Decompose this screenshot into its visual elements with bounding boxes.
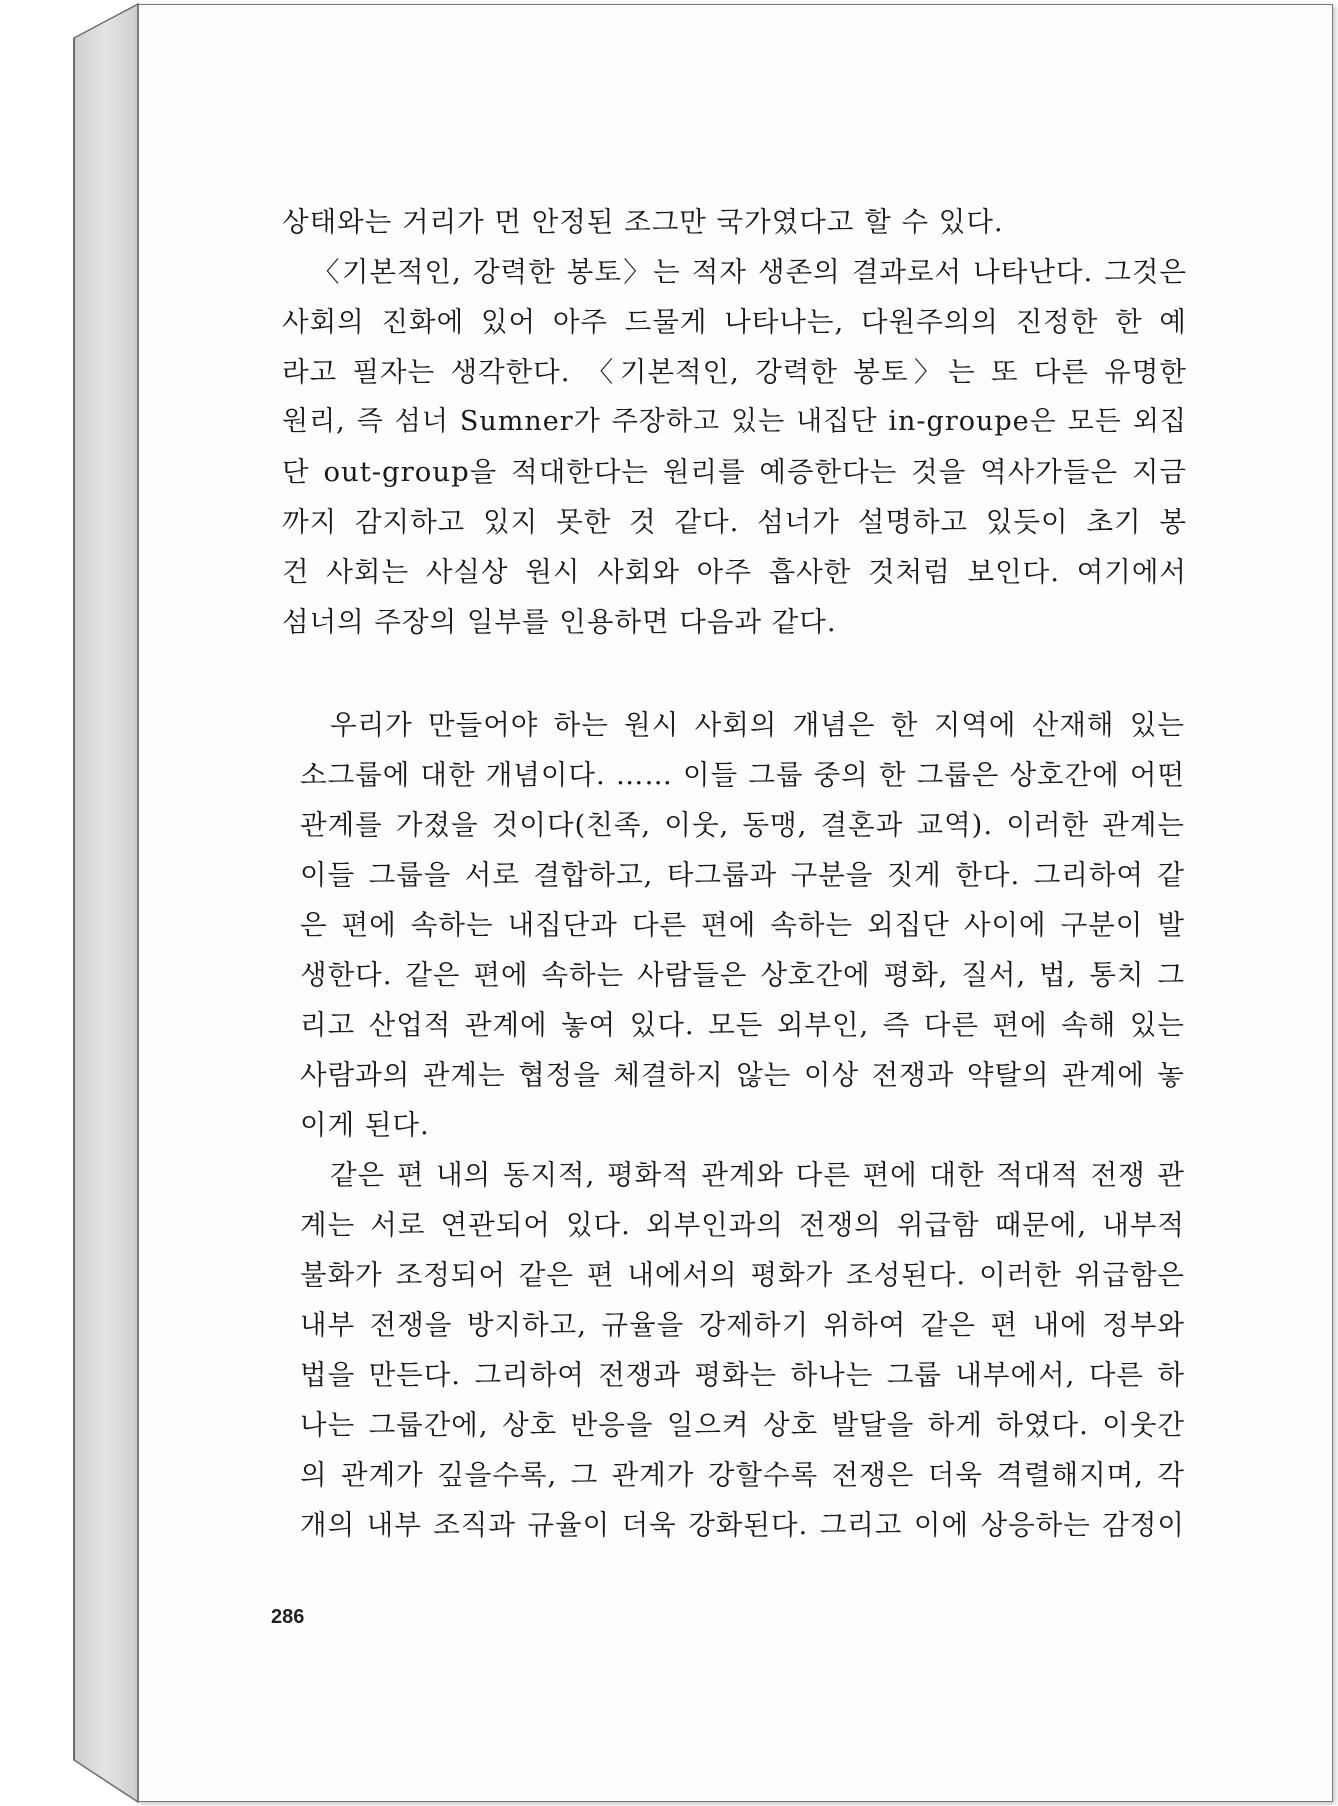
- text-line: 건 사회는 사실상 원시 사회와 아주 흡사한 것처럼 보인다. 여기에서: [282, 556, 1187, 588]
- text-line: 같은 편 내의 동지적, 평화적 관계와 다른 편에 대한 적대적 전쟁 관: [330, 1159, 1185, 1191]
- text-line: 까지 감지하고 있지 못한 것 같다. 섬너가 설명하고 있듯이 초기 봉: [282, 506, 1187, 538]
- text-line: 리고 산업적 관계에 놓여 있다. 모든 외부인, 즉 다른 편에 속해 있는: [300, 1009, 1185, 1041]
- text-line: 소그룹에 대한 개념이다. …… 이들 그룹 중의 한 그룹은 상호간에 어떤: [300, 759, 1185, 791]
- text-line: 원리, 즉 섬너 Sumner가 주장하고 있는 내집단 in-groupe은 모든 외집: [282, 406, 1187, 437]
- text-line: 섬너의 주장의 일부를 인용하면 다음과 같다.: [282, 606, 837, 638]
- text-line: 생한다. 같은 편에 속하는 사람들은 상호간에 평화, 질서, 법, 통치 그: [300, 959, 1185, 991]
- text-line: 우리가 만들어야 하는 원시 사회의 개념은 한 지역에 산재해 있는: [330, 709, 1185, 741]
- text-line: 단 out-group을 적대한다는 원리를 예증한다는 것을 역사가들은 지금: [282, 456, 1187, 488]
- text-line: 나는 그룹간에, 상호 반응을 일으켜 상호 발달을 하게 하였다. 이웃간: [300, 1409, 1185, 1441]
- text-line: 이게 된다.: [300, 1109, 430, 1141]
- text-line: 의 관계가 깊을수록, 그 관계가 강할수록 전쟁은 더욱 격렬해지며, 각: [300, 1459, 1185, 1491]
- body-paragraph: [282, 197, 1187, 647]
- text-line: 내부 전쟁을 방지하고, 규율을 강제하기 위하여 같은 편 내에 정부와: [300, 1309, 1185, 1341]
- block-quote: [300, 700, 1185, 1550]
- text-line: 사람과의 관계는 협정을 체결하지 않는 이상 전쟁과 약탈의 관계에 놓: [300, 1059, 1185, 1091]
- text-line: 상태와는 거리가 먼 안정된 조그만 국가였다고 할 수 있다.: [282, 206, 1004, 238]
- page-number: 286: [271, 1606, 305, 1628]
- text-line: 라고 필자는 생각한다. 〈기본적인, 강력한 봉토〉는 또 다른 유명한: [282, 356, 1187, 388]
- text-line: 은 편에 속하는 내집단과 다른 편에 속하는 외집단 사이에 구분이 발: [300, 909, 1185, 941]
- text-line: 불화가 조정되어 같은 편 내에서의 평화가 조성된다. 이러한 위급함은: [300, 1259, 1185, 1291]
- text-line: 이들 그룹을 서로 결합하고, 타그룹과 구분을 짓게 한다. 그리하여 같: [300, 859, 1185, 891]
- text-line: 계는 서로 연관되어 있다. 외부인과의 전쟁의 위급함 때문에, 내부적: [300, 1209, 1185, 1241]
- text-line: 〈기본적인, 강력한 봉토〉는 적자 생존의 결과로서 나타난다. 그것은: [312, 256, 1187, 288]
- text-line: 관계를 가졌을 것이다(친족, 이웃, 동맹, 결혼과 교역). 이러한 관계는: [300, 809, 1185, 841]
- text-line: 법을 만든다. 그리하여 전쟁과 평화는 하나는 그룹 내부에서, 다른 하: [300, 1359, 1185, 1391]
- text-line: 개의 내부 조직과 규율이 더욱 강화된다. 그리고 이에 상응하는 감정이: [300, 1509, 1185, 1541]
- text-line: 사회의 진화에 있어 아주 드물게 나타나는, 다원주의의 진정한 한 예: [282, 306, 1187, 338]
